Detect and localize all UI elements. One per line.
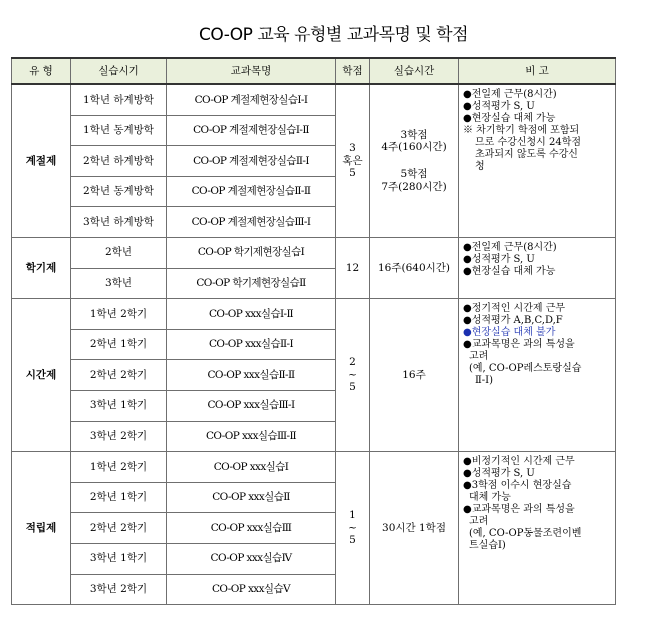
note-line: 트실습Ⅰ) [469, 540, 506, 552]
course-cell: CO-OP xxx실습Ⅱ-Ⅰ [167, 329, 336, 360]
note-line: ●현장실습 대체 불가 [463, 327, 556, 339]
period-cell: 2학년 1학기 [71, 329, 167, 360]
page-title: CO-OP 교육 유형별 교과목명 및 학점 [198, 25, 469, 45]
course-cell: CO-OP 학기제현장실습Ⅱ [167, 268, 336, 299]
table-row [12, 299, 616, 330]
course-cell: CO-OP xxx실습Ⅲ [167, 513, 336, 544]
period-cell: 2학년 동계방학 [71, 176, 167, 207]
header-period: 실습시기 [71, 58, 167, 84]
credit-line: 혹은 [342, 154, 363, 167]
type-cell: 적립제 [12, 452, 71, 605]
course-cell: CO-OP xxx실습Ⅴ [167, 574, 336, 605]
hours-cell: 16주 [370, 299, 459, 452]
course-cell: CO-OP xxx실습Ⅱ [167, 482, 336, 513]
hours-line: 4주(160시간) [381, 141, 447, 154]
type-cell: 시간제 [12, 299, 71, 452]
hours-line: 5학점 [400, 167, 428, 180]
period-cell: 3학년 2학기 [71, 421, 167, 452]
note-line: ●성적평가 S, U [463, 101, 535, 112]
note-line: ●3학점 이수시 현장실습 [463, 480, 572, 492]
table-header-row [12, 58, 616, 84]
type-cell: 학기제 [12, 237, 71, 298]
note-line: (예, CO-OP동물조련이벤 [469, 528, 582, 540]
period-cell: 3학년 하계방학 [71, 207, 167, 238]
hours-spacer [370, 154, 458, 168]
period-cell: 2학년 하계방학 [71, 146, 167, 177]
note-line: ●교과목명은 과의 특성을 [463, 339, 575, 351]
period-cell: 1학년 동계방학 [71, 115, 167, 146]
header-notes: 비 고 [459, 58, 616, 84]
credit-cell [336, 84, 370, 237]
course-cell: CO-OP xxx실습Ⅲ-Ⅰ [167, 390, 336, 421]
credit-line: 1 [349, 509, 356, 522]
table-row [12, 452, 616, 483]
notes-cell [459, 84, 616, 237]
header-credit: 학점 [336, 58, 370, 84]
note-line: ●성적평가 A,B,C,D,F [463, 315, 563, 327]
note-line: ●정기적인 시간제 근무 [463, 303, 566, 315]
note-line: ●교과목명은 과의 특성을 [463, 504, 575, 516]
course-cell: CO-OP xxx실습Ⅱ-Ⅱ [167, 360, 336, 391]
hours-line: 7주(280시간) [381, 180, 447, 193]
note-line: 고려 [469, 516, 489, 528]
notes-cell [459, 237, 616, 298]
course-cell: CO-OP 계절제현장실습Ⅰ-Ⅱ [167, 115, 336, 146]
period-cell: 2학년 [71, 237, 167, 268]
period-cell: 3학년 2학기 [71, 574, 167, 605]
period-cell: 1학년 2학기 [71, 452, 167, 483]
notes-cell [459, 452, 616, 605]
note-line: ※ 차기학기 학점에 포함되 [463, 125, 580, 136]
note-line: ●전일제 근무(8시간) [463, 241, 557, 253]
period-cell: 2학년 2학기 [71, 513, 167, 544]
header-hours: 실습시간 [370, 58, 459, 84]
credit-line: 5 [349, 534, 356, 547]
credit-line: 2 [349, 356, 356, 369]
course-cell: CO-OP 학기제현장실습Ⅰ [167, 237, 336, 268]
period-cell: 2학년 1학기 [71, 482, 167, 513]
hours-cell: 16주(640시간) [370, 237, 459, 298]
credit-line: ~ [348, 368, 357, 381]
note-line: 초과되지 않도록 수강신 [475, 149, 578, 160]
table-row [12, 84, 616, 115]
course-cell: CO-OP 계절제현장실습Ⅱ-Ⅰ [167, 146, 336, 177]
course-cell: CO-OP xxx실습Ⅰ [167, 452, 336, 483]
note-line: Ⅱ-Ⅰ) [475, 375, 494, 387]
period-cell: 2학년 2학기 [71, 360, 167, 391]
period-cell: 1학년 하계방학 [71, 84, 167, 115]
credit-line: ~ [348, 521, 357, 534]
hours-line: 3학점 [400, 128, 428, 141]
hours-cell: 30시간 1학점 [370, 452, 459, 605]
table-row [12, 237, 616, 268]
course-cell: CO-OP xxx실습Ⅳ [167, 543, 336, 574]
type-cell: 계절제 [12, 84, 71, 237]
note-line: ●현장실습 대체 가능 [463, 265, 556, 277]
course-cell: CO-OP xxx실습Ⅰ-Ⅱ [167, 299, 336, 330]
notes-cell [459, 299, 616, 452]
credit-line: 5 [349, 167, 356, 180]
note-line: 고려 [469, 351, 489, 363]
period-cell: 3학년 [71, 268, 167, 299]
period-cell: 3학년 1학기 [71, 390, 167, 421]
credit-cell [336, 452, 370, 605]
note-line: 므로 수강신청시 24학점 [475, 137, 582, 148]
course-cell: CO-OP xxx실습Ⅲ-Ⅱ [167, 421, 336, 452]
period-cell: 1학년 2학기 [71, 299, 167, 330]
credit-cell: 12 [336, 237, 370, 298]
header-type: 유 형 [12, 58, 71, 84]
period-cell: 3학년 1학기 [71, 543, 167, 574]
credit-line: 3 [349, 142, 356, 155]
course-table [11, 57, 616, 605]
credit-cell [336, 299, 370, 452]
credit-line: 5 [349, 381, 356, 394]
course-cell: CO-OP 계절제현장실습Ⅱ-Ⅱ [167, 176, 336, 207]
note-line: ●비정기적인 시간제 근무 [463, 456, 575, 468]
note-line: ●성적평가 S, U [463, 253, 535, 265]
note-line: ●현장실습 대체 가능 [463, 113, 556, 124]
header-course: 교과목명 [167, 58, 336, 84]
course-cell: CO-OP 계절제현장실습Ⅰ-Ⅰ [167, 84, 336, 115]
note-line: 대체 가능 [469, 492, 511, 504]
note-line: 청 [475, 161, 485, 172]
note-line: (예, CO-OP레스토랑실습 [469, 363, 582, 375]
note-line: ●성적평가 S, U [463, 468, 535, 480]
course-cell: CO-OP 계절제현장실습Ⅲ-Ⅰ [167, 207, 336, 238]
hours-cell [370, 84, 459, 237]
note-line: ●전일제 근무(8시간) [463, 89, 557, 100]
